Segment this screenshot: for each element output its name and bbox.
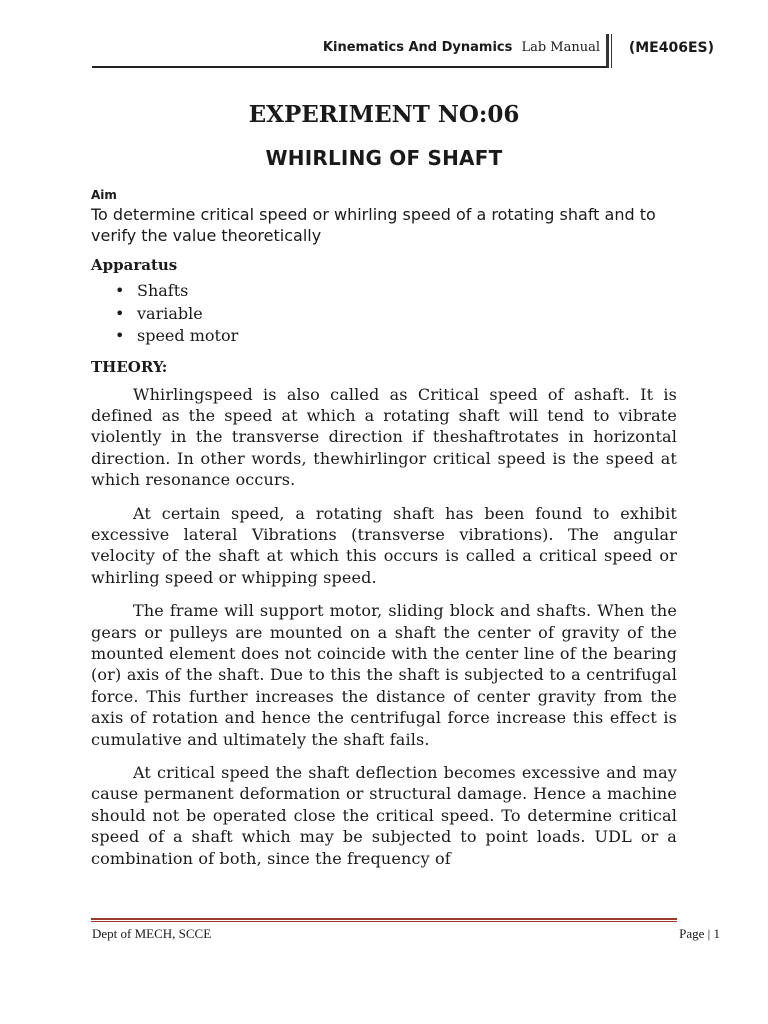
footer-divider: [91, 918, 677, 920]
header-lab-manual: Lab Manual: [521, 40, 600, 55]
header-course-title: Kinematics And Dynamics: [322, 40, 513, 55]
aim-text: To determine critical speed or whirling speed of a rotating shaft and to verify the value theoretically: [91, 205, 656, 245]
theory-paragraph: Whirlingspeed is also called as Critical speed of ashaft. It is defined as the speed at which a rotating shaft will tend to vibrate violently in the transverse direction if theshaftrotates in horizontal direction. In other words, thewhirlingor critical speed is the speed at which resonance occurs.: [91, 384, 677, 490]
theory-paragraph: At critical speed the shaft deflection becomes excessive and may cause permanent deformation or structural damage. Hence a machine should not be operated close the critical speed. To determine critical speed of a shaft which may be subjected to point loads. UDL or a combination of both, since the frequency of: [91, 763, 677, 868]
header-vertical-bar: [606, 34, 609, 68]
footer-department: Dept of MECH, SCCE: [92, 926, 212, 941]
apparatus-heading: Apparatus: [91, 256, 178, 274]
theory-heading: THEORY:: [91, 357, 168, 376]
header-vertical-bar-thin: [611, 34, 612, 68]
theory-paragraph: At certain speed, a rotating shaft has been found to exhibit excessive lateral Vibrations (transverse vibrations). The angular velocity of the shaft at which this occurs is called a critical speed or whirling speed or whipping speed.: [91, 503, 677, 587]
list-item: • variable: [137, 303, 677, 326]
aim-heading: Aim: [91, 188, 117, 202]
experiment-number: EXPERIMENT NO:06: [248, 101, 520, 128]
theory-paragraph: The frame will support motor, sliding block and shafts. When the gears or pulleys are mounted on a shaft the center of gravity of the mounted element does not coincide with the center line of the bearing (or) axis of the shaft. Due to this the shaft is subjected to a centrifugal force. This further increases the distance of center gravity from the axis of rotation and hence the centrifugal force increase this effect is cumulative and ultimately the shaft fails.: [91, 601, 677, 749]
list-item: • Shafts: [137, 280, 677, 303]
document-body: [91, 186, 677, 881]
header-divider: [92, 66, 608, 68]
apparatus-list: [91, 280, 677, 348]
header-course-code: (ME406ES): [628, 40, 714, 56]
footer-page-number: Page | 1: [679, 926, 720, 941]
list-item: • speed motor: [137, 325, 677, 348]
header-title: [323, 40, 600, 55]
footer-divider-thin: [91, 921, 677, 922]
page-header: [92, 38, 722, 66]
experiment-title: WHIRLING OF SHAFT: [265, 146, 503, 170]
